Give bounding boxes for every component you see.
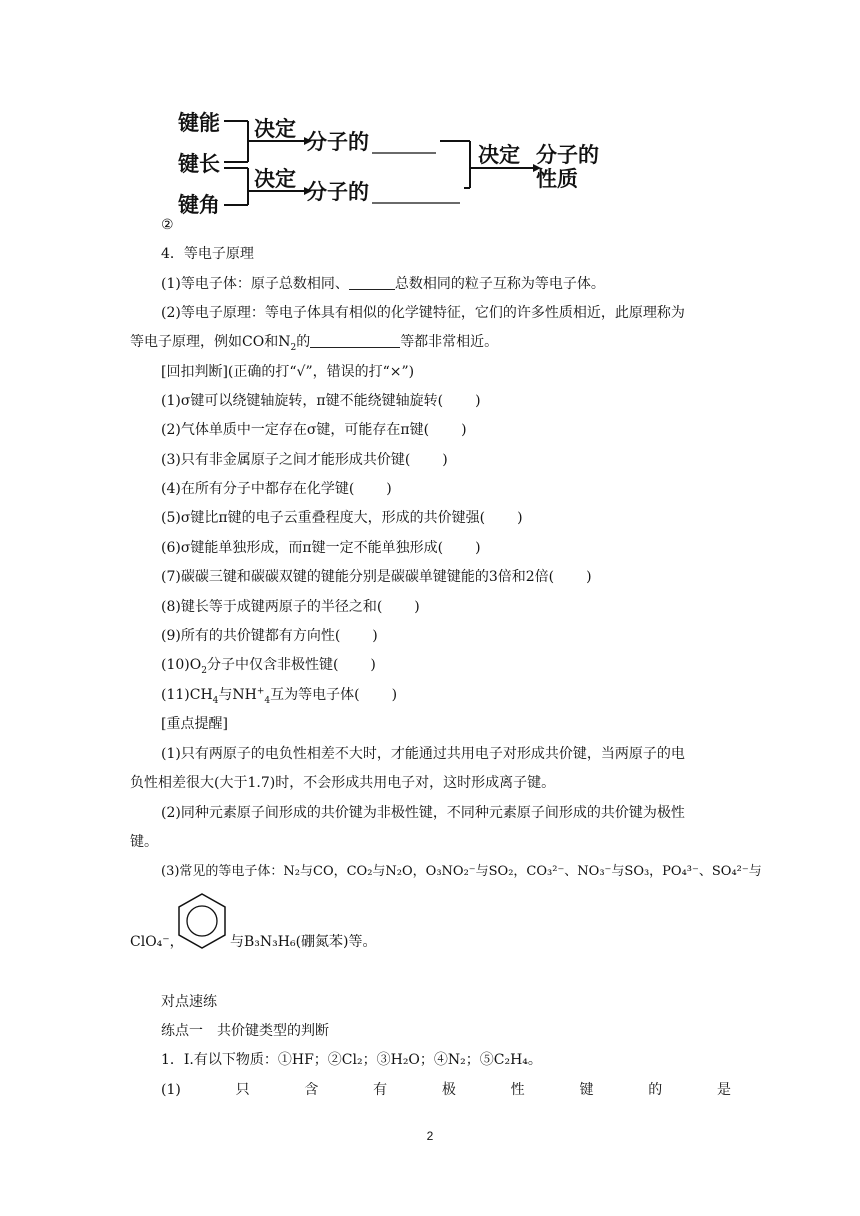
lower-molecule-label: 分子的 [306,180,369,204]
result-label-line1: 分子的 [536,143,599,167]
circled-marker: ② [161,217,174,233]
practice-title: 对点速练 [161,994,217,1010]
benzene-ring-icon [176,891,228,951]
judge-item: (7)碳碳三键和碳碳双键的键能分别是碳碳单键键能的3倍和2倍( ) [161,569,592,585]
judge-item: (4)在所有分子中都存在化学键( ) [161,481,392,497]
section4-paragraph-2-line1: (2)等电子原理：等电子体具有相似的化学键特征，它们的许多性质相近，此原理称为 [161,305,685,321]
judge-item: (9)所有的共价键都有方向性( ) [161,628,378,644]
judge-item: (2)气体单质中一定存在σ键，可能存在π键( ) [161,422,467,438]
judge-header: [回扣判断](正确的打“√”，错误的打“×”) [161,364,415,380]
fill-blank[interactable] [310,333,400,348]
judge-item: $(10)O_2$分子中仅含非极性键( ) [161,657,376,676]
section4-paragraph-2-line2: 等电子原理，例如CO和$N_2$的 等都非常相近。 [130,334,499,353]
page-number: 2 [426,1129,434,1143]
bond-parameter-diagram [178,104,638,216]
tip-3-tail: 与B₃N₃H₆(硼氮苯)等。 [230,934,377,950]
practice-subtitle: 练点一 共价键类型的判断 [161,1023,329,1039]
bond-angle-label: 键角 [178,193,220,216]
fill-blank[interactable] [349,275,395,290]
result-label-line2: 性质 [536,167,578,191]
section4-paragraph-1: (1)等电子体：原子总数相同、 总数相同的粒子互称为等电子体。 [161,276,605,292]
tip-1-line1: (1)只有两原子的电负性相差不大时，才能通过共用电子对形成共价键，当两原子的电 [161,746,685,762]
tips-header: [重点提醒] [161,716,228,732]
tip-2-line1: (2)同种元素原子间形成的共价键为非极性键，不同种元素原子间形成的共价键为极性 [161,805,685,821]
judge-item: (1)σ键可以绕键轴旋转，π键不能绕键轴旋转( ) [161,393,481,409]
judge-item: (8)键长等于成键两原子的半径之和( ) [161,599,420,615]
upper-decide-label: 决定 [254,117,296,141]
judge-item: (5)σ键比π键的电子云重叠程度大，形成的共价键强( ) [161,510,523,526]
bond-length-label: 键长 [178,152,220,176]
judge-item: $(11)CH_4$与$NH^+_4$互为等电子体( ) [161,686,398,706]
question-1-part-1: (1) 只 含 有 极 性 键 的 是 [161,1082,731,1098]
section-title: 4．等电子原理 [161,246,254,262]
lower-decide-label: 决定 [254,167,296,191]
judge-item: (3)只有非金属原子之间才能形成共价键( ) [161,452,448,468]
bond-energy-label: 键能 [178,111,220,135]
upper-molecule-label: 分子的 [306,130,369,154]
right-decide-label: 决定 [478,143,520,167]
tip-1-line2: 负性相差很大(大于1.7)时，不会形成共用电子对，这时形成离子键。 [130,775,556,791]
judge-item: (6)σ键能单独形成，而π键一定不能单独形成( ) [161,540,481,556]
tip-3-ClO4: ClO₄⁻， [130,934,184,950]
question-1: 1．Ⅰ.有以下物质：①HF；②Cl₂；③H₂O；④N₂；⑤C₂H₄。 [161,1052,542,1068]
tip-3-line1: (3)常见的等电子体：N₂与CO，CO₂与N₂O，O₃NO₂⁻与SO₂，CO₃²⁻、NO₃⁻与SO₃，PO₄³⁻、SO₄²⁻与 [161,864,762,879]
tip-2-line2: 键。 [130,834,158,850]
